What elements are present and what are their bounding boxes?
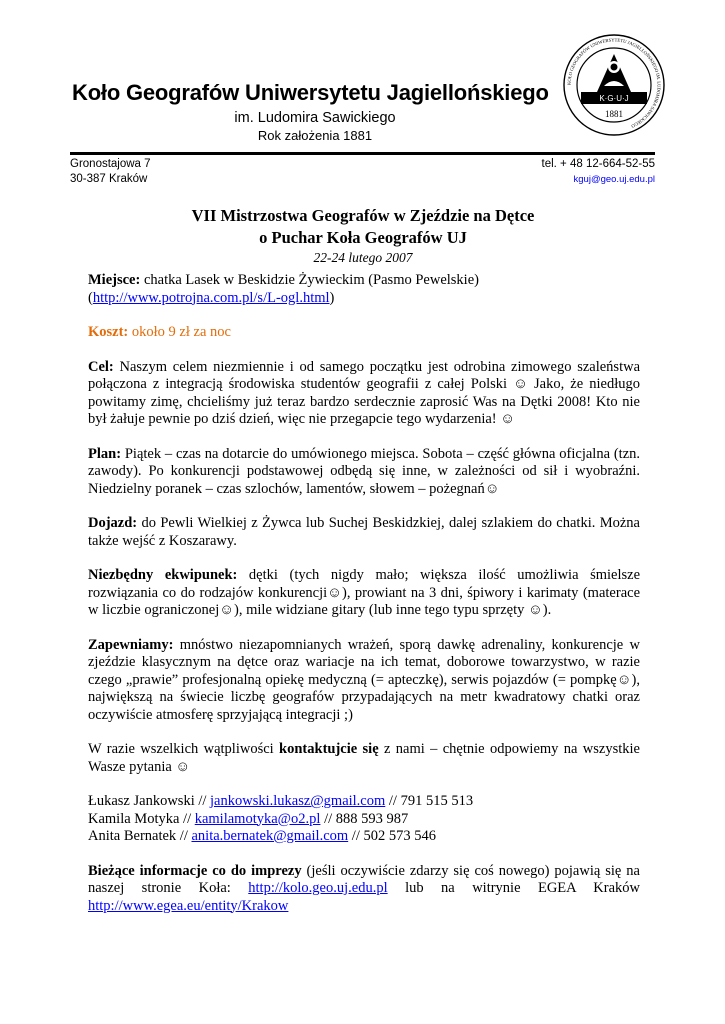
header-rule [70,152,655,155]
egea-website-link[interactable]: http://www.egea.eu/entity/Krakow [88,897,289,914]
org-founded: Rok założenia 1881 [257,128,373,143]
contact-phone: 888 593 987 [335,810,409,827]
contact-separator: // [385,793,401,809]
contact-email[interactable]: kamilamotyka@o2.pl [194,810,321,827]
provide-text: mnóstwo niezapomnianych wrażeń, sporą dawkę adrenaliny, konkurencje w zjeździe klasycznym na dętce oraz wariacje na ich temat, doborowe towarzystwo, w razie czego „prawie” profesjonalną opiekę medyczną (= apteczkę), serwis pojazdów (= pompkę☺), największą na świecie liczbę geografów przypadających na metr kwadratowy chatki oraz oczywiście atmosferę sprzyjającą integracji ;) [88,636,640,723]
event-date: 22-24 lutego 2007 [313,250,413,265]
contact-email[interactable]: jankowski.lukasz@gmail.com [210,793,386,809]
access-text: do Pewli Wielkiej z Żywca lub Suchej Beskidzkiej, dalej szlakiem do chatki. Można także wejść z Koszarawy. [88,515,640,549]
provide-label: Zapewniamy: [88,636,174,653]
org-patron: im. Ludomira Sawickiego [234,110,396,126]
contact-name: Anita Bernatek // [88,828,192,844]
goal-label: Cel: [88,358,114,375]
contact-email[interactable]: anita.bernatek@gmail.com [191,828,349,844]
info-text: (jeśli oczywiście zdarzy się coś nowego) pojawią się na naszej stronie Koła: [88,862,640,896]
cost-paragraph [88,324,640,342]
logo-ring-text: KOŁO GEOGRAFÓW UNIWERSYTETU JAGIELLOŃSKIEGO IM. LUDOMIRA SAWICKIEGO [566,37,662,129]
event-subtitle: o Puchar Koła Geografów UJ [259,228,467,247]
document-body [88,272,640,915]
goal-paragraph [88,359,640,429]
contacts-list [88,793,640,846]
place-label: Miejsce: [88,272,141,288]
plan-text: Piątek – czas na dotarcie do umówionego miejsca. Sobota – część główna oficjalna (tzn. zawody). Po konkurencji podstawowej odbędą się inne, w zależności od sił i wyobraźni. Niedzielny poranek – czas szlochów, lamentów, słowem – pożegnań☺ [88,445,640,497]
logo-year: 1881 [605,109,623,119]
info-bold: Bieżące informacje co do imprezy [88,862,302,879]
place-paragraph: Miejsce: chatka Lasek w Beskidzie Żywieckim (Pasmo Pewelskie) (http://www.potrojna.com.pl/s/L-ogl.html) [88,272,479,306]
contact-intro-bold: kontaktujcie się [279,741,379,757]
equipment-text: dętki (tych nigdy mało; większa ilość umożliwia śmielsze rozwiązania co do rodzajów konkurencji☺), prowiant na 3 dni, śpiwory i karimaty (materace w liczbie ograniczonej☺), mile widziane gitary (lub inne tego typu sprzęty ☺). [88,567,641,618]
contact-phone: 502 573 546 [363,828,436,844]
info-paragraph [88,863,640,916]
equipment-label: Niezbędny ekwipunek: [88,567,238,583]
phone-number: tel. + 48 12-664-52-55 [541,158,655,170]
goal-text: Naszym celem niezmiennie i od samego początku jest odrobina zimowego szaleństwa połączona z integracją środowiska studentów geografii z całej Polski ☺ Jako, że niedługo powitamy zimę, chcieliśmy już teraz bardzo serdecznie zaprosić Was na Dętki 2008! Kto nie był żałuje pewnie po dziś dzień, więc nie przegapcie tego wydarzenia! ☺ [88,358,640,427]
contact-intro-paragraph [88,741,640,776]
contact-separator: // [348,828,364,844]
access-label: Dojazd: [88,515,138,531]
contact-intro-before: W razie wszelkich wątpliwości [88,741,280,757]
address-street: Gronostajowa 7 [70,158,151,170]
equipment-paragraph [88,567,640,620]
contact-phone: 791 515 513 [400,793,474,809]
contact-name: Łukasz Jankowski // [88,793,211,809]
contact-separator: // [320,810,336,827]
cost-text: około 9 zł za noc [128,324,231,340]
info-middle: lub na witrynie EGEA Kraków [387,880,640,896]
address-city: 30-387 Kraków [70,173,148,185]
plan-label: Plan: [88,445,122,462]
org-title: Koło Geografów Uniwersytetu Jagiellońskiego [72,80,549,105]
place-link[interactable]: http://www.potrojna.com.pl/s/L-ogl.html [92,289,330,306]
contact-name: Kamila Motyka // [88,810,195,827]
cost-label: Koszt: [88,324,129,340]
kguj-logo [563,34,665,136]
event-title: VII Mistrzostwa Geografów w Zjeździe na Dętce [191,206,535,225]
header-email[interactable]: kguj@geo.uj.edu.pl [573,174,655,185]
place-text: chatka Lasek w Beskidzie Żywieckim (Pasmo Pewelskie) [140,272,479,288]
provide-paragraph [88,637,640,725]
kolo-website-link[interactable]: http://kolo.geo.uj.edu.pl [248,880,388,896]
logo-band-text: K·G·U·J [599,94,629,103]
contact-intro-after: z nami – chętnie odpowiemy na wszystkie Wasze pytania ☺ [88,741,640,775]
plan-paragraph [88,446,640,499]
access-paragraph [88,515,640,550]
